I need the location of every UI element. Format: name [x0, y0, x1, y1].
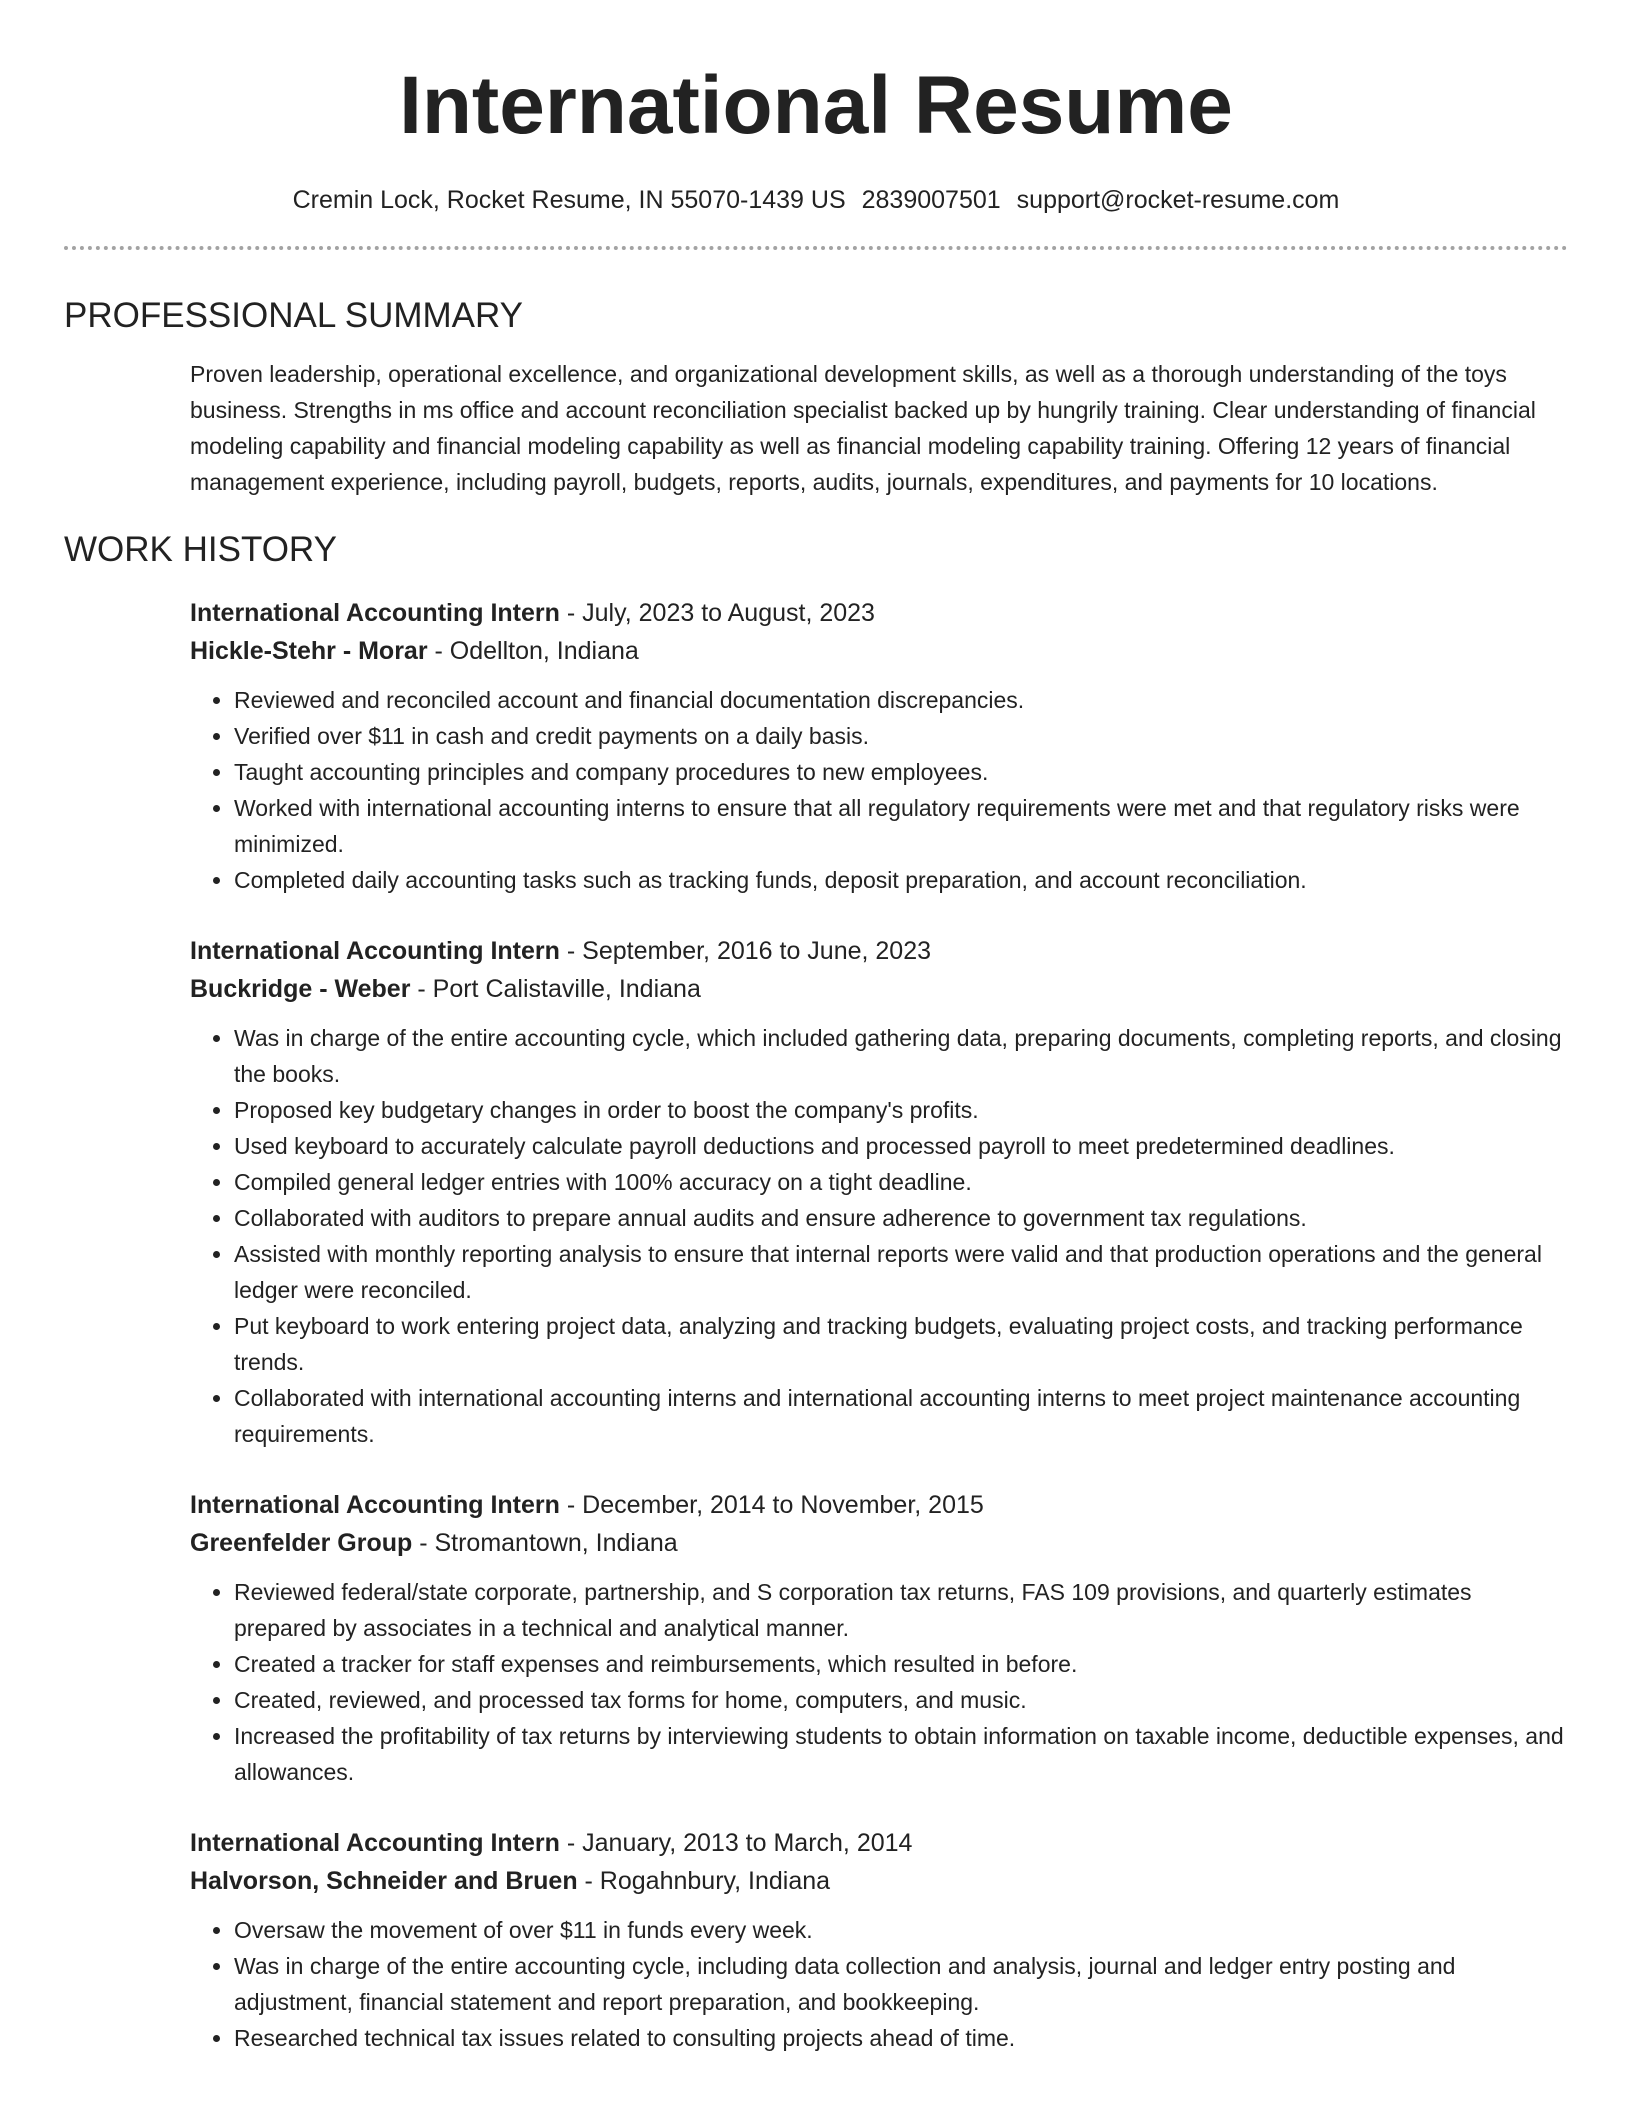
job-dates: - July, 2023 to August, 2023: [559, 599, 875, 627]
resume-header: [0, 0, 1632, 216]
job-bullet: • Reviewed federal/state corporate, partnership, and S corporation tax returns, FAS 109 provisions, and quarterly estimates prepared by associates in a technical and analytical manner.: [234, 1574, 1568, 1646]
work-history-section: [64, 528, 1568, 2056]
job-bullet: • Assisted with monthly reporting analysis to ensure that internal reports were valid and that production operations and the general ledger were reconciled.: [234, 1236, 1568, 1308]
job-bullets: [190, 682, 1568, 898]
job-company: Greenfelder Group: [190, 1529, 413, 1557]
job-location: - Stromantown, Indiana: [412, 1529, 678, 1557]
job-company-line: [190, 1862, 1568, 1900]
professional-summary-section: [64, 294, 1568, 500]
job-location: - Port Calistaville, Indiana: [410, 975, 701, 1003]
contact-line: [0, 184, 1632, 216]
job-bullet: • Completed daily accounting tasks such as tracking funds, deposit preparation, and account reconciliation.: [234, 862, 1568, 898]
job-company-line: [190, 970, 1568, 1008]
job-company-line: [190, 1524, 1568, 1562]
job-bullet: • Proposed key budgetary changes in order to boost the company's profits.: [234, 1092, 1568, 1128]
job-title: International Accounting Intern: [190, 1491, 560, 1519]
contact-email: support@rocket-resume.com: [1016, 186, 1340, 214]
job-bullet: • Created a tracker for staff expenses and reimbursements, which resulted in before.: [234, 1646, 1568, 1682]
job-company: Halvorson, Schneider and Bruen: [190, 1867, 578, 1895]
contact-phone: 2839007501: [861, 186, 1001, 214]
job-bullets: [190, 1574, 1568, 1790]
job-bullet: • Researched technical tax issues related to consulting projects ahead of time.: [234, 2020, 1568, 2056]
contact-address: Cremin Lock, Rocket Resume, IN 55070-1439 US: [292, 186, 846, 214]
job-location: - Rogahnbury, Indiana: [577, 1867, 831, 1895]
job-bullets: [190, 1912, 1568, 2056]
job-bullet: • Increased the profitability of tax returns by interviewing students to obtain information on taxable income, deductible expenses, and allowances.: [234, 1718, 1568, 1790]
job-bullet: • Used keyboard to accurately calculate payroll deductions and processed payroll to meet predetermined deadlines.: [234, 1128, 1568, 1164]
job-dates: - January, 2013 to March, 2014: [559, 1829, 913, 1857]
job-company: Hickle-Stehr - Morar: [190, 637, 428, 665]
job-location: - Odellton, Indiana: [427, 637, 639, 665]
job-dates: - December, 2014 to November, 2015: [559, 1491, 984, 1519]
job-bullet: • Taught accounting principles and company procedures to new employees.: [234, 754, 1568, 790]
job-bullet: • Verified over $11 in cash and credit payments on a daily basis.: [234, 718, 1568, 754]
section-heading-work-history: WORK HISTORY: [64, 530, 337, 569]
job-entry: [190, 1486, 1568, 1790]
job-entry: [190, 594, 1568, 898]
job-title-line: [190, 594, 1568, 632]
job-bullet: • Reviewed and reconciled account and financial documentation discrepancies.: [234, 682, 1568, 718]
job-title: International Accounting Intern: [190, 1829, 560, 1857]
job-bullet: • Oversaw the movement of over $11 in funds every week.: [234, 1912, 1568, 1948]
job-bullet: • Put keyboard to work entering project data, analyzing and tracking budgets, evaluating project costs, and tracking performance trends.: [234, 1308, 1568, 1380]
job-title: International Accounting Intern: [190, 599, 560, 627]
header-divider: [64, 246, 1568, 250]
job-title-line: [190, 1824, 1568, 1862]
job-entry: [190, 1824, 1568, 2056]
job-company: Buckridge - Weber: [190, 975, 411, 1003]
job-title-line: [190, 932, 1568, 970]
job-bullet: • Collaborated with international accounting interns and international accounting interns to meet project maintenance accounting requirements.: [234, 1380, 1568, 1452]
job-bullets: [190, 1020, 1568, 1452]
job-bullet: • Worked with international accounting interns to ensure that all regulatory requirements were met and that regulatory risks were minimized.: [234, 790, 1568, 862]
job-bullet: • Was in charge of the entire accounting cycle, including data collection and analysis, journal and ledger entry posting and adjustment, financial statement and report preparation, and bookkeeping.: [234, 1948, 1568, 2020]
job-title: International Accounting Intern: [190, 937, 560, 965]
section-heading-summary: PROFESSIONAL SUMMARY: [64, 296, 523, 335]
resume-title: International Resume: [399, 60, 1233, 151]
job-entry: [190, 932, 1568, 1452]
job-title-line: [190, 1486, 1568, 1524]
job-bullet: • Compiled general ledger entries with 100% accuracy on a tight deadline.: [234, 1164, 1568, 1200]
job-dates: - September, 2016 to June, 2023: [559, 937, 932, 965]
job-bullet: • Was in charge of the entire accounting cycle, which included gathering data, preparing documents, completing reports, and closing the books.: [234, 1020, 1568, 1092]
job-company-line: [190, 632, 1568, 670]
summary-text: Proven leadership, operational excellence, and organizational development skills, as well as a thorough understanding of the toys business. Strengths in ms office and account reconciliation specialist backed up by hungrily training. Clear understanding of financial modeling capability and financial modeling capability as well as financial modeling capability training. Offering 12 years of financial management experience, including payroll, budgets, reports, audits, journals, expenditures, and payments for 10 locations.: [190, 361, 1536, 495]
job-bullet: • Created, reviewed, and processed tax forms for home, computers, and music.: [234, 1682, 1568, 1718]
job-bullet: • Collaborated with auditors to prepare annual audits and ensure adherence to government tax regulations.: [234, 1200, 1568, 1236]
